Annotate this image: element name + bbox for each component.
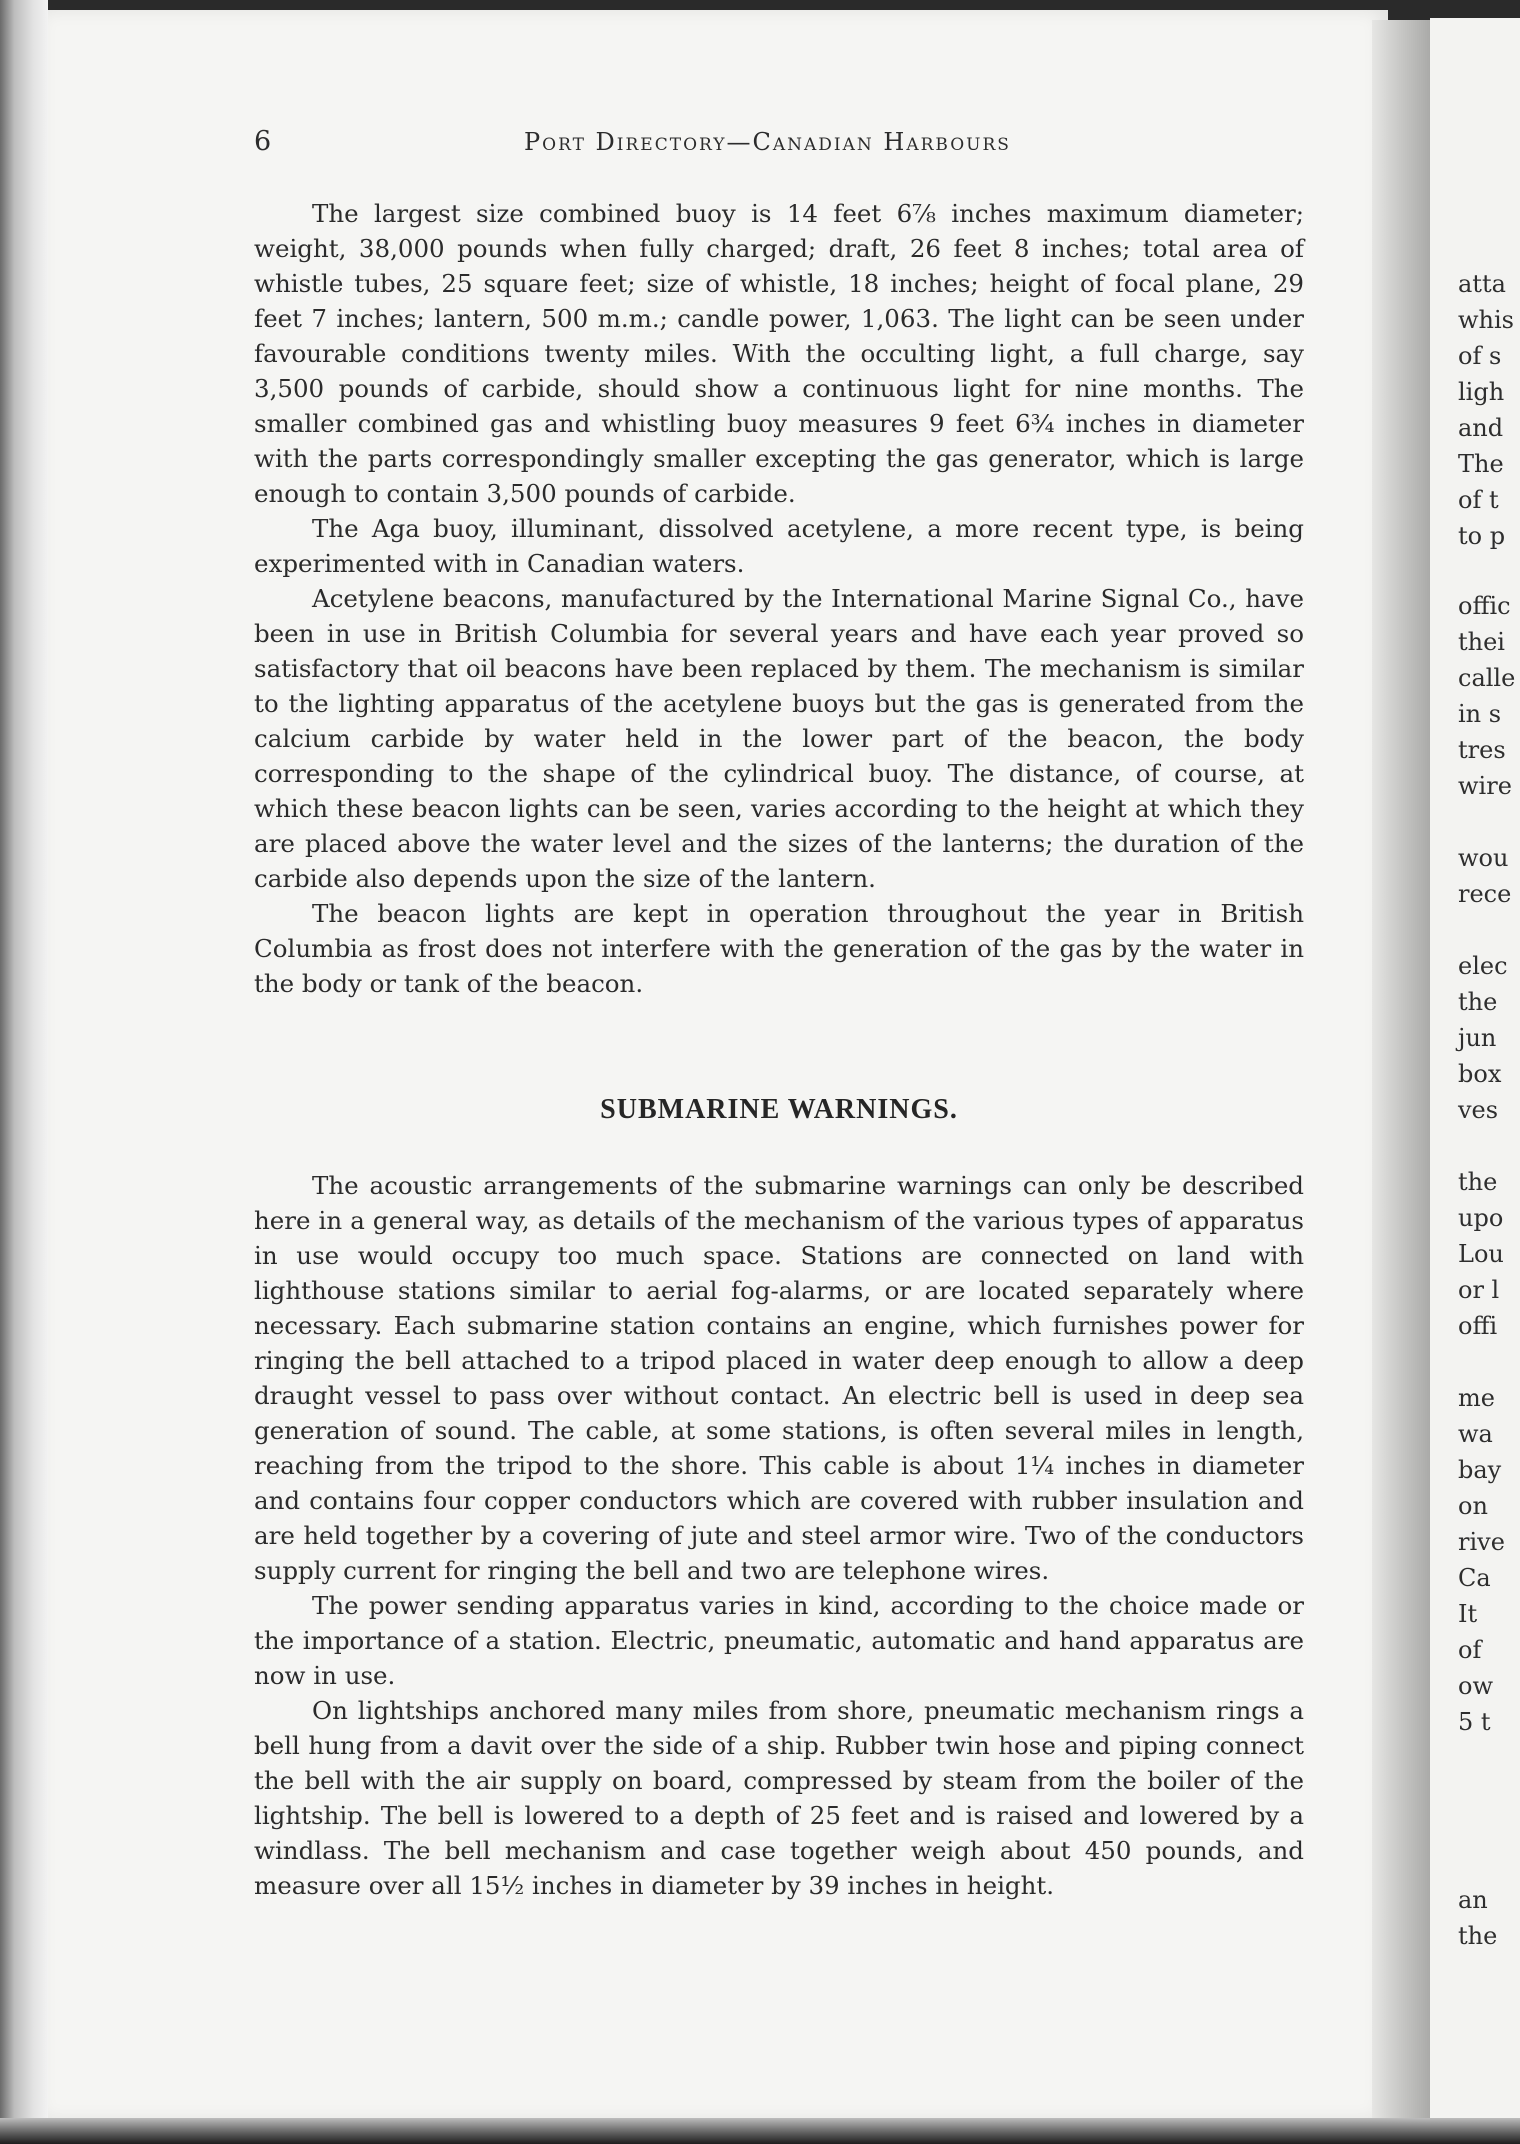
facing-page-fragment: box <box>1458 1060 1502 1088</box>
paragraph-acetylene-beacons: Acetylene beacons, manufactured by the International Marine Signal Co., have been in use in British Columbia for several years and have each year proved so satisfactory that oil beacons have been replaced by them. The mechanism is similar to the lighting apparatus of the acetylene buoys but the gas is generated from the calcium carbide by water held in the lower part of the beacon, the body corresponding to the shape of the cylindrical buoy. The distance, of course, at which these beacon lights can be seen, varies according to the height at which they are placed above the water level and the sizes of the lanterns; the duration of the carbide also depends upon the size of the lantern. <box>254 584 1304 893</box>
facing-page-fragment: It <box>1458 1600 1478 1628</box>
facing-page-fragment: rece <box>1458 880 1512 908</box>
paragraph-power-sending: The power sending apparatus varies in kind, according to the choice made or the importance of a station. Electric, pneumatic, automatic and hand apparatus are now in use. <box>254 1591 1304 1690</box>
paragraph-beacon-lights: The beacon lights are kept in operation throughout the year in British Columbia as frost does not interfere with the generation of the gas by the water in the body or tank of the beacon. <box>254 899 1304 998</box>
page-number: 6 <box>254 126 272 157</box>
facing-page-fragment: an <box>1458 1886 1488 1914</box>
paragraph-acoustic-arrangements: The acoustic arrangements of the submarine warnings can only be described here in a general way, as details of the mechanism of the various types of apparatus in use would occupy too much space. Stations are connected on land with lighthouse stations similar to aerial fog-alarms, or are located separately where necessary. Each submarine station contains an engine, which furnishes power for ringing the bell attached to a tripod placed in water deep enough to allow a deep draught vessel to pass over without contact. An electric bell is used in deep sea generation of sound. The cable, at some stations, is often several miles in length, reaching from the tripod to the shore. This cable is about 1¼ inches in diameter and contains four copper conductors which are covered with rubber insulation and are held together by a covering of jute and steel armor wire. Two of the conductors supply current for ringing the bell and two are telephone wires. <box>254 1171 1304 1585</box>
facing-page-fragment: the <box>1458 988 1498 1016</box>
facing-page-fragment: or l <box>1458 1276 1500 1304</box>
paragraph-lightships: On lightships anchored many miles from shore, pneumatic mechanism rings a bell hung from a davit over the side of a ship. Rubber twin hose and piping connect the bell with the air supply on board, compressed by steam from the boiler of the lightship. The bell is lowered to a depth of 25 feet and is raised and lowered by a windlass. The bell mechanism and case together weigh about 450 pounds, and measure over all 15½ inches in diameter by 39 inches in height. <box>254 1696 1304 1900</box>
facing-page-fragment: Lou <box>1458 1240 1504 1268</box>
section-heading-submarine-warnings: SUBMARINE WARNINGS. <box>600 1094 958 1125</box>
facing-page-edge <box>1430 18 1520 2118</box>
facing-page-fragment: of s <box>1458 342 1502 370</box>
facing-page-fragment: on <box>1458 1492 1488 1520</box>
facing-page-fragment: elec <box>1458 952 1508 980</box>
facing-page-fragment: upo <box>1458 1204 1504 1232</box>
facing-page-fragment: bay <box>1458 1456 1502 1484</box>
facing-page-fragment: rive <box>1458 1528 1505 1556</box>
facing-page-fragment: to p <box>1458 522 1506 550</box>
facing-page-fragment: wa <box>1458 1420 1493 1448</box>
facing-page-fragment: wire <box>1458 772 1512 800</box>
facing-page-fragment: The <box>1458 450 1504 478</box>
facing-page-fragment: 5 t <box>1458 1708 1491 1736</box>
facing-page-fragment: offi <box>1458 1312 1498 1340</box>
running-title: Port Directory—Canadian Harbours <box>524 128 1011 156</box>
bottom-scan-edge <box>0 2118 1520 2144</box>
facing-page-fragment: of t <box>1458 486 1499 514</box>
facing-page-fragment: tres <box>1458 736 1506 764</box>
facing-page-fragment: calle <box>1458 664 1516 692</box>
facing-page-fragment: thei <box>1458 628 1505 656</box>
facing-page-fragment: ves <box>1458 1096 1499 1124</box>
facing-page-fragment: of <box>1458 1636 1482 1664</box>
facing-page-fragment: jun <box>1458 1024 1497 1052</box>
facing-page-fragment: wou <box>1458 844 1509 872</box>
submarine-warnings-section <box>254 1168 1304 1903</box>
facing-page-fragment: atta <box>1458 270 1506 298</box>
facing-page-fragment: me <box>1458 1384 1495 1412</box>
facing-page-fragment: offic <box>1458 592 1511 620</box>
buoy-description-section <box>254 196 1304 1001</box>
facing-page-fragment: ligh <box>1458 378 1505 406</box>
facing-page-fragment: Ca <box>1458 1564 1491 1592</box>
facing-page-fragment: the <box>1458 1168 1498 1196</box>
facing-page-fragment: whis <box>1458 306 1514 334</box>
book-gutter <box>1372 20 1432 2120</box>
paragraph-aga-buoy: The Aga buoy, illuminant, dissolved acetylene, a more recent type, is being experimented with in Canadian waters. <box>254 514 1304 578</box>
facing-page-fragment: ow <box>1458 1672 1493 1700</box>
paragraph-combined-buoy: The largest size combined buoy is 14 feet 6⅞ inches maximum diameter; weight, 38,000 pounds when fully charged; draft, 26 feet 8 inches; total area of whistle tubes, 25 square feet; size of whistle, 18 inches; height of focal plane, 29 feet 7 inches; lantern, 500 m.m.; candle power, 1,063. The light can be seen under favourable conditions twenty miles. With the occulting light, a full charge, say 3,500 pounds of carbide, should show a continuous light for nine months. The smaller combined gas and whistling buoy measures 9 feet 6¾ inches in diameter with the parts correspondingly smaller excepting the gas generator, which is large enough to contain 3,500 pounds of carbide. <box>254 199 1304 508</box>
facing-page-fragment: in s <box>1458 700 1502 728</box>
facing-page-fragment: the <box>1458 1922 1498 1950</box>
left-binding-edge <box>0 0 48 2144</box>
facing-page-fragment: and <box>1458 414 1504 442</box>
page-header <box>254 126 1304 166</box>
